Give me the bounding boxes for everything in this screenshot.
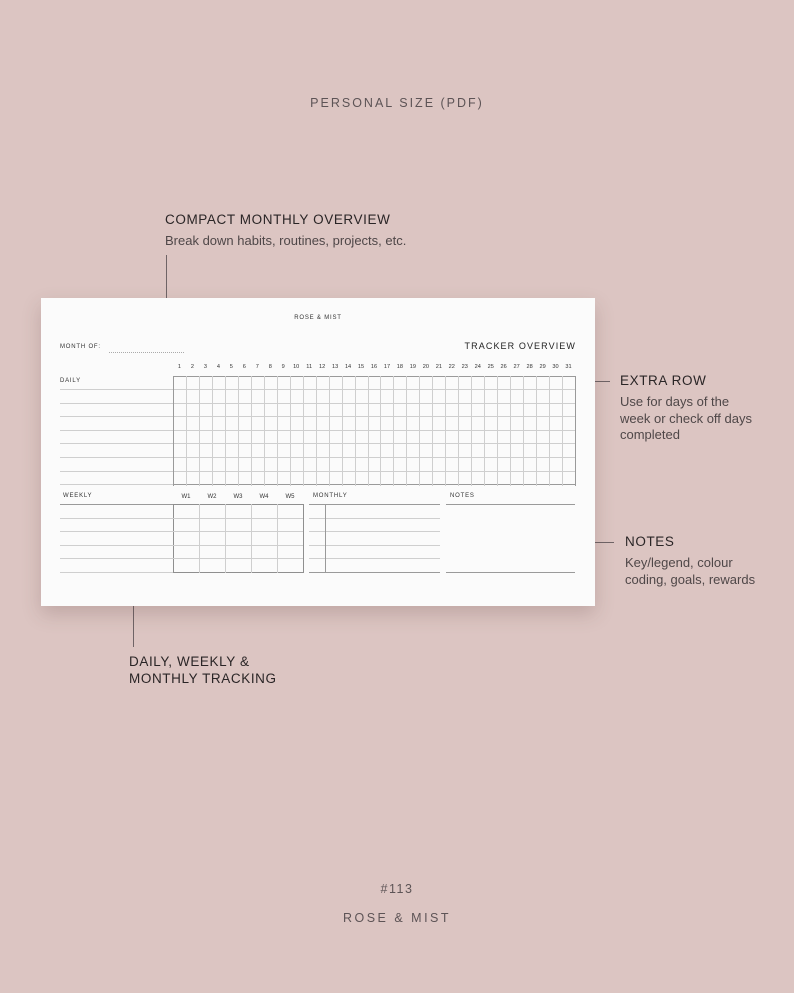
notes-label: NOTES <box>450 493 475 499</box>
daily-label-line <box>60 403 173 404</box>
daily-grid-column-line <box>212 376 213 486</box>
daily-grid-column-line <box>497 376 498 486</box>
daily-grid-column-line <box>393 376 394 486</box>
day-number: 21 <box>435 364 442 370</box>
daily-grid-row-line <box>173 389 575 390</box>
daily-grid-row-line <box>173 484 575 485</box>
weekly-grid-column-line <box>225 504 226 573</box>
daily-grid-column-line <box>316 376 317 486</box>
day-number: 17 <box>383 364 391 370</box>
notes-body-line: coding, goals, rewards <box>625 571 756 587</box>
daily-grid-column-line <box>445 376 446 486</box>
day-number: 25 <box>487 364 494 370</box>
day-number: 2 <box>190 364 194 370</box>
daily-grid-column-line <box>406 376 407 486</box>
extra-row-body-line: completed <box>620 427 680 442</box>
weekly-label: WEEKLY <box>63 493 93 499</box>
day-number: 24 <box>474 364 481 370</box>
extra-row-callout-title: EXTRA ROW <box>620 373 707 388</box>
week-label: W2 <box>207 494 217 500</box>
notes-body-line: Key/legend, colour <box>625 555 733 570</box>
tracking-title-line: DAILY, WEEKLY & <box>129 654 250 669</box>
extra-row-body-line: Use for days of the <box>620 394 730 409</box>
tracker-sheet <box>41 298 595 606</box>
sheet-brand: ROSE & MIST <box>294 315 342 321</box>
daily-grid-column-line <box>562 376 563 486</box>
daily-grid-column-line <box>419 376 420 486</box>
daily-grid-column-line <box>380 376 381 486</box>
monthly-line <box>309 545 440 546</box>
weekly-label-line <box>60 558 173 559</box>
daily-label-line <box>60 389 173 390</box>
daily-label-line <box>60 430 173 431</box>
day-number: 26 <box>500 364 507 370</box>
weekly-label-line <box>60 572 173 573</box>
extra-row-callout-body <box>620 394 752 444</box>
daily-grid-row-line <box>173 430 575 431</box>
day-number: 4 <box>216 364 220 370</box>
daily-label: DAILY <box>60 378 81 384</box>
daily-grid-row-line <box>173 403 575 404</box>
day-number: 27 <box>513 364 520 370</box>
day-number: 30 <box>552 364 559 370</box>
overview-callout-title: COMPACT MONTHLY OVERVIEW <box>165 212 391 227</box>
daily-grid-column-line <box>536 376 537 486</box>
day-number: 5 <box>229 364 233 370</box>
daily-grid-column-line <box>290 376 291 486</box>
daily-grid-column-line <box>368 376 369 486</box>
monthly-divider-line <box>325 504 326 573</box>
weekly-label-line <box>60 545 173 546</box>
daily-grid-column-line <box>575 376 576 486</box>
monthly-line <box>309 558 440 559</box>
day-number: 8 <box>268 364 272 370</box>
day-number: 11 <box>306 364 313 370</box>
daily-label-line <box>60 443 173 444</box>
weekly-grid-row-line <box>173 558 303 559</box>
extra-row-body-line: week or check off days <box>620 410 752 426</box>
day-number: 23 <box>461 364 468 370</box>
day-number: 7 <box>255 364 259 370</box>
monthly-line <box>309 504 440 505</box>
day-number: 31 <box>565 364 572 370</box>
footer-brand: ROSE & MIST <box>342 911 452 925</box>
daily-grid-column-line <box>251 376 252 486</box>
week-label: W5 <box>285 494 295 500</box>
daily-grid-column-line <box>523 376 524 486</box>
weekly-grid-row-line <box>173 531 303 532</box>
weekly-grid-box <box>173 504 304 573</box>
overview-callout-body: Break down habits, routines, projects, etc. <box>165 233 407 248</box>
weekly-grid-column-line <box>277 504 278 573</box>
daily-grid-column-line <box>549 376 550 486</box>
notes-callout-title: NOTES <box>625 534 675 549</box>
weekly-label-line <box>60 531 173 532</box>
daily-grid-column-line <box>355 376 356 486</box>
daily-grid-column-line <box>329 376 330 486</box>
daily-grid-column-line <box>186 376 187 486</box>
daily-grid-column-line <box>458 376 459 486</box>
notes-callout-body <box>625 555 755 588</box>
daily-grid-column-line <box>264 376 265 486</box>
month-of-line <box>109 352 184 353</box>
week-label: W3 <box>233 494 243 500</box>
daily-grid-row-line <box>173 376 575 377</box>
notes-bottom-line <box>446 572 575 573</box>
daily-grid-column-line <box>199 376 200 486</box>
daily-grid-row-line <box>173 443 575 444</box>
day-number: 14 <box>344 364 352 370</box>
daily-grid-column-line <box>225 376 226 486</box>
week-label: W4 <box>259 494 269 500</box>
daily-grid-column-line <box>277 376 278 486</box>
daily-label-line <box>60 457 173 458</box>
tracking-callout-title <box>129 654 277 687</box>
daily-grid-row-line <box>173 457 575 458</box>
monthly-line <box>309 572 440 573</box>
daily-grid-row-line <box>173 416 575 417</box>
daily-grid-column-line <box>303 376 304 486</box>
weekly-grid-column-line <box>199 504 200 573</box>
page-size-title: PERSONAL SIZE (PDF) <box>310 96 484 110</box>
daily-grid-column-line <box>484 376 485 486</box>
day-number: 13 <box>331 364 339 370</box>
weekly-label-line <box>60 518 173 519</box>
daily-label-line <box>60 471 173 472</box>
daily-label-line <box>60 484 173 485</box>
monthly-line <box>309 531 440 532</box>
day-number: 18 <box>396 364 404 370</box>
day-number: 19 <box>409 364 416 370</box>
month-of-label: MONTH OF: <box>60 344 101 350</box>
week-label: W1 <box>181 494 191 500</box>
daily-grid-row-line <box>173 471 575 472</box>
day-number: 3 <box>203 364 207 370</box>
day-number: 12 <box>319 364 326 370</box>
daily-grid-column-line <box>342 376 343 486</box>
tracker-overview-heading: TRACKER OVERVIEW <box>464 341 576 351</box>
weekly-grid-row-line <box>173 518 303 519</box>
daily-grid-column-line <box>510 376 511 486</box>
day-number: 9 <box>281 364 285 370</box>
daily-grid-column-line <box>238 376 239 486</box>
day-number: 1 <box>177 364 182 370</box>
notes-top-line <box>446 504 575 505</box>
day-number: 29 <box>539 364 546 370</box>
weekly-grid-row-line <box>173 545 303 546</box>
monthly-label: MONTHLY <box>313 493 348 499</box>
day-number: 20 <box>422 364 429 370</box>
daily-grid-column-line <box>471 376 472 486</box>
product-number: #113 <box>380 882 414 896</box>
weekly-grid-column-line <box>251 504 252 573</box>
day-number: 6 <box>242 364 246 370</box>
monthly-line <box>309 518 440 519</box>
daily-label-line <box>60 416 173 417</box>
weekly-label-line <box>60 504 173 505</box>
daily-grid-column-line <box>432 376 433 486</box>
day-number: 16 <box>370 364 378 370</box>
tracking-title-line: MONTHLY TRACKING <box>129 670 277 686</box>
day-number: 28 <box>526 364 533 370</box>
day-number: 15 <box>357 364 365 370</box>
day-number: 22 <box>448 364 455 370</box>
day-number: 10 <box>293 364 300 370</box>
daily-grid-column-line <box>173 376 174 486</box>
